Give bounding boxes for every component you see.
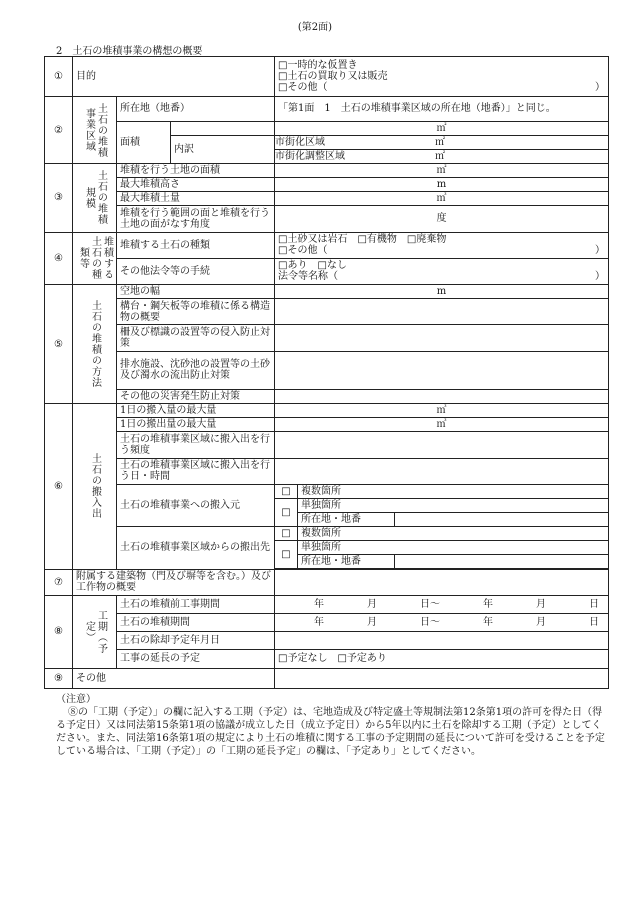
fence-field[interactable] — [275, 325, 609, 351]
schedule-label: 土石の堆積事業区域に搬入出を行う日・時間 — [117, 458, 275, 484]
option-no-extension[interactable]: □予定なし — [278, 653, 328, 665]
schedule-field[interactable] — [275, 458, 609, 484]
extension-label: 工事の延長の予定 — [117, 650, 275, 668]
scale-item-height: 最大堆積高さ — [117, 178, 275, 192]
method-open-space: 空地の幅 — [117, 285, 275, 299]
option-temporary[interactable]: □一時的な仮置き — [278, 60, 358, 72]
law-name-field[interactable]: 法令等名称（ — [278, 271, 338, 283]
dest-single-checkbox[interactable]: □ — [275, 541, 298, 569]
option-purchase-sale[interactable]: □土石の買取り又は販売 — [278, 71, 388, 83]
option-organic[interactable]: □有機物 — [357, 234, 397, 246]
row1-number: ① — [45, 57, 73, 97]
other-field[interactable] — [275, 668, 609, 688]
notes-body: ⑧の「工期（予定）」の欄に記入する工期（予定）は、宅地造成及び特定盛土等規制法第12条第1項の許可を得た日（得る予定日）又は同法第15条第1項の協議が成立した日（成立予定日）から5年以内に土石を除却する工期（予定）としてください。また、同法第16条第1項の規定により土石の堆積に関する工事の予定期間の延長について許可を受けることを予定している場合は、「工期（予定）」の「工期の延長予定」の欄は、「予定あり」としてください。 — [56, 707, 605, 757]
law-procedure-label: その他法令等の手続 — [117, 258, 275, 284]
dest-location-field[interactable] — [395, 555, 609, 569]
option-law-no[interactable]: □なし — [317, 260, 347, 272]
removal-date-field[interactable] — [275, 632, 609, 650]
notes-heading: （注意） — [56, 694, 96, 705]
pre-work-label: 土石の堆積前工事期間 — [117, 595, 275, 613]
other-disaster-field[interactable] — [275, 390, 609, 404]
soil-type-label: 堆積する土石の種類 — [117, 232, 275, 258]
removal-date-label: 土石の除却予定年月日 — [117, 632, 275, 650]
row4-number: ④ — [45, 232, 73, 284]
transport-group-label: 土石の搬入出 — [89, 453, 101, 520]
control-area-field[interactable]: ㎡ — [435, 150, 445, 162]
source-single-label: 単独箇所 — [298, 499, 609, 513]
storage-period-label: 土石の堆積期間 — [117, 614, 275, 632]
max-in-field[interactable]: ㎥ — [275, 404, 609, 418]
scale-volume-field[interactable]: ㎥ — [275, 192, 609, 206]
row7-number: ⑦ — [45, 569, 73, 595]
dest-location-label: 所在地・地番 — [298, 555, 395, 569]
scale-height-field[interactable]: m — [275, 178, 609, 192]
source-location-label: 所在地・地番 — [298, 513, 395, 527]
source-multi-label: 複数箇所 — [298, 485, 609, 499]
area-label: 面積 — [117, 121, 171, 163]
dest-multi-label: 複数箇所 — [298, 527, 609, 541]
destination-label: 土石の堆積事業区域からの搬出先 — [117, 527, 275, 569]
row6-number: ⑥ — [45, 404, 73, 570]
source-label: 土石の堆積事業への搬入元 — [117, 484, 275, 526]
buildings-field[interactable] — [275, 569, 609, 595]
max-out-label: 1日の搬出量の最大量 — [117, 418, 275, 432]
row5-number: ⑤ — [45, 285, 73, 404]
frequency-field[interactable] — [275, 432, 609, 458]
dest-multi-checkbox[interactable]: □ — [275, 527, 298, 541]
max-out-field[interactable]: ㎥ — [275, 418, 609, 432]
purpose-label: 目的 — [73, 57, 275, 97]
method-drainage: 排水施設、沈砂池の設置等の土砂及び濁水の流出防止対策 — [117, 351, 275, 389]
location-label: 所在地（地番） — [117, 97, 275, 121]
scale-group-label: 土石の堆積規模 — [83, 170, 107, 226]
method-fence: 柵及び標識の設置等の侵入防止対策 — [117, 325, 275, 351]
option-waste[interactable]: □廃棄物 — [406, 234, 447, 246]
area-group-label: 土石の堆積事業区域 — [83, 102, 107, 158]
method-structures: 構台・鋼矢板等の堆積に係る構造物の概要 — [117, 299, 275, 325]
scale-item-area: 堆積を行う土地の面積 — [117, 163, 275, 177]
source-location-field[interactable] — [395, 513, 609, 527]
option-law-yes[interactable]: □あり — [278, 260, 308, 272]
option-other[interactable]: □その他（ — [278, 82, 328, 94]
location-value[interactable]: 「第1面 1 土石の堆積事業区域の所在地（地番）」と同じ。 — [275, 97, 609, 121]
page-number: (第2面) — [297, 22, 333, 33]
notes — [56, 693, 608, 758]
control-area-label: 市街化調整区域 — [275, 150, 345, 162]
other-label: その他 — [73, 668, 275, 688]
method-other-disaster: その他の災害発生防止対策 — [117, 390, 275, 404]
method-group-label: 土石の堆積の方法 — [89, 300, 101, 389]
purpose-options: □一時的な仮置き □土石の買取り又は販売 □その他（ ） — [275, 57, 609, 97]
breakdown-label: 内訳 — [171, 135, 275, 163]
scale-item-volume: 最大堆積土量 — [117, 192, 275, 206]
schedule-group-label: 工期（予定） — [83, 609, 107, 654]
row8-number: ⑧ — [45, 595, 73, 668]
urban-area-field[interactable]: ㎡ — [435, 136, 445, 148]
open-space-field[interactable]: m — [275, 285, 609, 299]
source-single-checkbox[interactable]: □ — [275, 499, 298, 527]
section-title: 2 土石の堆積事業の構想の概要 — [56, 46, 203, 57]
source-multi-checkbox[interactable]: □ — [275, 485, 298, 499]
drainage-field[interactable] — [275, 351, 609, 389]
frequency-label: 土石の堆積事業区域に搬入出を行う頻度 — [117, 432, 275, 458]
scale-area-field[interactable]: ㎡ — [275, 163, 609, 177]
option-extension[interactable]: □予定あり — [337, 653, 387, 665]
urban-area-label: 市街化区域 — [275, 136, 325, 148]
type-group-label: 堆積する土石の種類等 — [77, 236, 113, 281]
row2-number: ② — [45, 97, 73, 164]
scale-item-angle: 堆積を行う範囲の面と堆積を行う土地の面がなす角度 — [117, 206, 275, 232]
max-in-label: 1日の搬入量の最大量 — [117, 404, 275, 418]
row3-number: ③ — [45, 163, 73, 232]
dest-single-label: 単独箇所 — [298, 541, 609, 555]
area-total-field[interactable]: ㎡ — [275, 121, 609, 135]
scale-angle-field[interactable]: 度 — [275, 206, 609, 232]
structures-field[interactable] — [275, 299, 609, 325]
row9-number: ⑨ — [45, 668, 73, 688]
option-soil-rock[interactable]: □土砂又は岩石 — [278, 234, 348, 246]
project-outline-table: ① 目的 □一時的な仮置き □土石の買取り又は販売 □その他（ ） ② 土石の堆積事業区域 所在地（地番） 「第1面 1 土石の堆積事業区域の所在地（地番）」と同じ。 面積 ㎡ 内訳 市街化区域 ㎡ 市街化調整区域 ㎡ ③ 土石の堆積規模 堆積を行う土地の面積 ㎡ 最大堆積高さ m 最大堆積土量 ㎥ 堆積を行う範囲の面と堆積を行う土地の面がなす角度 度 ④ 堆積する土石の種類等 堆積する土石の種類 □土砂又は岩石 □有機物 □廃棄物 □その他（ ） その他法令等の手続 □あり □なし 法令等名称（ ） ⑤ 土石の堆積の方法 空地の幅 m 構台・鋼矢板等の堆積に係る構造物の概要 柵及び標識の設置等の侵入防止対策 排水施設、沈砂池の設置等の土砂及び濁水の流出防止対策 その他の災害発生防止対策 ⑥ 土石の搬入出 1日の搬入量の最大量 ㎥ 1日の搬出量の最大量 ㎥ 土石の堆積事業区域に搬入出を行う頻度 土石の堆積事業区域に搬入出を行う日・時間 土石の堆積事業への搬入元 □ 複数箇所 □ 単独箇所 所在地・地番 土石の堆積事業区域からの搬出先 □ 複数箇所 □ 単独箇所 所在地・地番 ⑦ 附属する建築物（門及び塀等を含む。）及び工作物の概要 ⑧ 工期（予定） 土石の堆積前工事期間 年 月 日〜 年 月 日 土石の堆積期間 年 月 日〜 年 月 日 土石の除却予定年月日 工事の延長の予定 □予定なし □予定あり ⑨ その他 — [44, 56, 609, 689]
option-type-other[interactable]: □その他（ — [278, 245, 328, 257]
buildings-label: 附属する建築物（門及び塀等を含む。）及び工作物の概要 — [73, 569, 275, 595]
